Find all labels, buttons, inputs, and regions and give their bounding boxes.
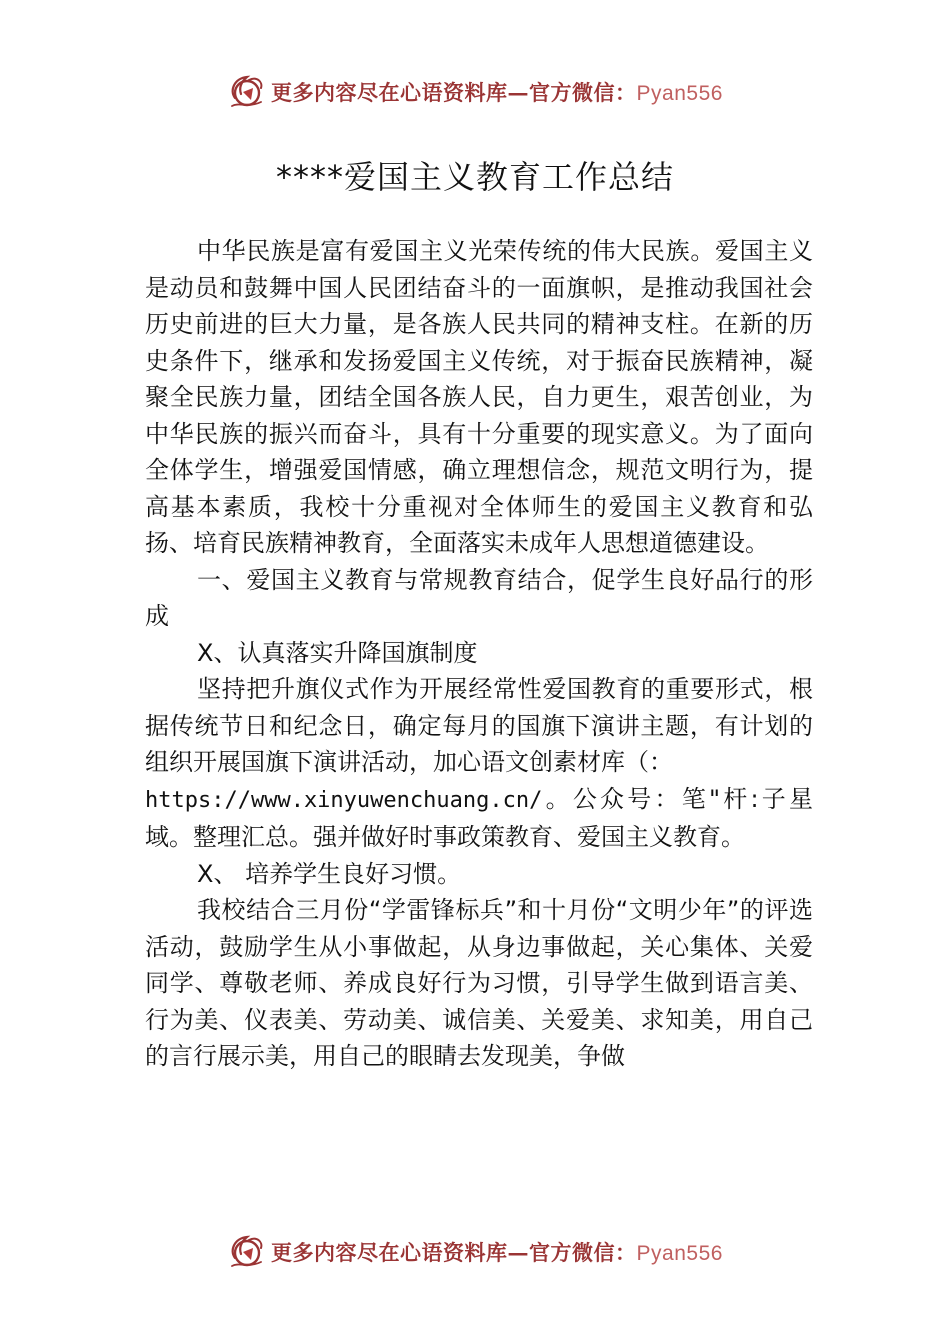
- source-url: https://www.xinyuwenchuang.cn/: [145, 787, 543, 813]
- paragraph-flag-ceremony: 坚持把升旗仪式作为开展经常性爱国教育的重要形式，根据传统节日和纪念日，确定每月的国旗下演讲主题，有计划的组织开展国旗下演讲活动，加心语文创素材库（：: [145, 675, 813, 776]
- banner-text: [271, 77, 723, 107]
- banner-promo-text: 更多内容尽在心语资料库—官方微信：: [271, 80, 637, 105]
- paragraph-habits: 我校结合三月份“学雷锋标兵”和十月份“文明少年”的评选活动，鼓励学生从小事做起，从身边事做起，关心集体、关爱同学、尊敬老师、养成良好行为习惯，引导学生做到语言美、行为美、仪表美、劳动美、诚信美、关爱美、求知美，用自己的言行展示美，用自己的眼睛去发现美，争做: [145, 896, 813, 1070]
- footer-banner: [0, 1230, 950, 1274]
- paragraph-intro: 中华民族是富有爱国主义光荣传统的伟大民族。爱国主义是动员和鼓舞中国人民团结奋斗的一面旗帜，是推动我国社会历史前进的巨大力量，是各族人民共同的精神支柱。在新的历史条件下，继承和发扬爱国主义传统，对于振奋民族精神，凝聚全民族力量，团结全国各族人民，自力更生，艰苦创业，为中华民族的振兴而奋斗，具有十分重要的现实意义。为了面向全体学生，增强爱国情感，确立理想信念，规范文明行为，提高基本素质，我校十分重视对全体师生的爱国主义教育和弘扬、培育民族精神教育，全面落实未成年人思想道德建设。: [145, 237, 813, 557]
- flame-swirl-logo-icon: [227, 72, 267, 112]
- document-title: ****爱国主义教育工作总结: [275, 158, 674, 196]
- banner-wechat-id: Pyan556: [636, 1242, 723, 1265]
- subheading-good-habits: X、 培养学生良好习惯。: [197, 859, 462, 888]
- document-body: [145, 233, 813, 1075]
- section-heading-1: 一、爱国主义教育与常规教育结合，促学生良好品行的形成: [145, 565, 813, 630]
- header-banner: [0, 70, 950, 114]
- paragraph-wechat-note: 。公众号：笔"杆:子星域。整理汇总。强并做好时事政策教育、爱国主义教育。: [145, 784, 813, 851]
- banner-wechat-id: Pyan556: [636, 82, 723, 105]
- flame-swirl-logo-icon: [227, 1232, 267, 1272]
- banner-text: [271, 1237, 723, 1267]
- paragraph-url-line: [145, 781, 813, 856]
- subheading-flag-system: X、认真落实升降国旗制度: [197, 638, 478, 667]
- banner-promo-text: 更多内容尽在心语资料库—官方微信：: [271, 1240, 637, 1265]
